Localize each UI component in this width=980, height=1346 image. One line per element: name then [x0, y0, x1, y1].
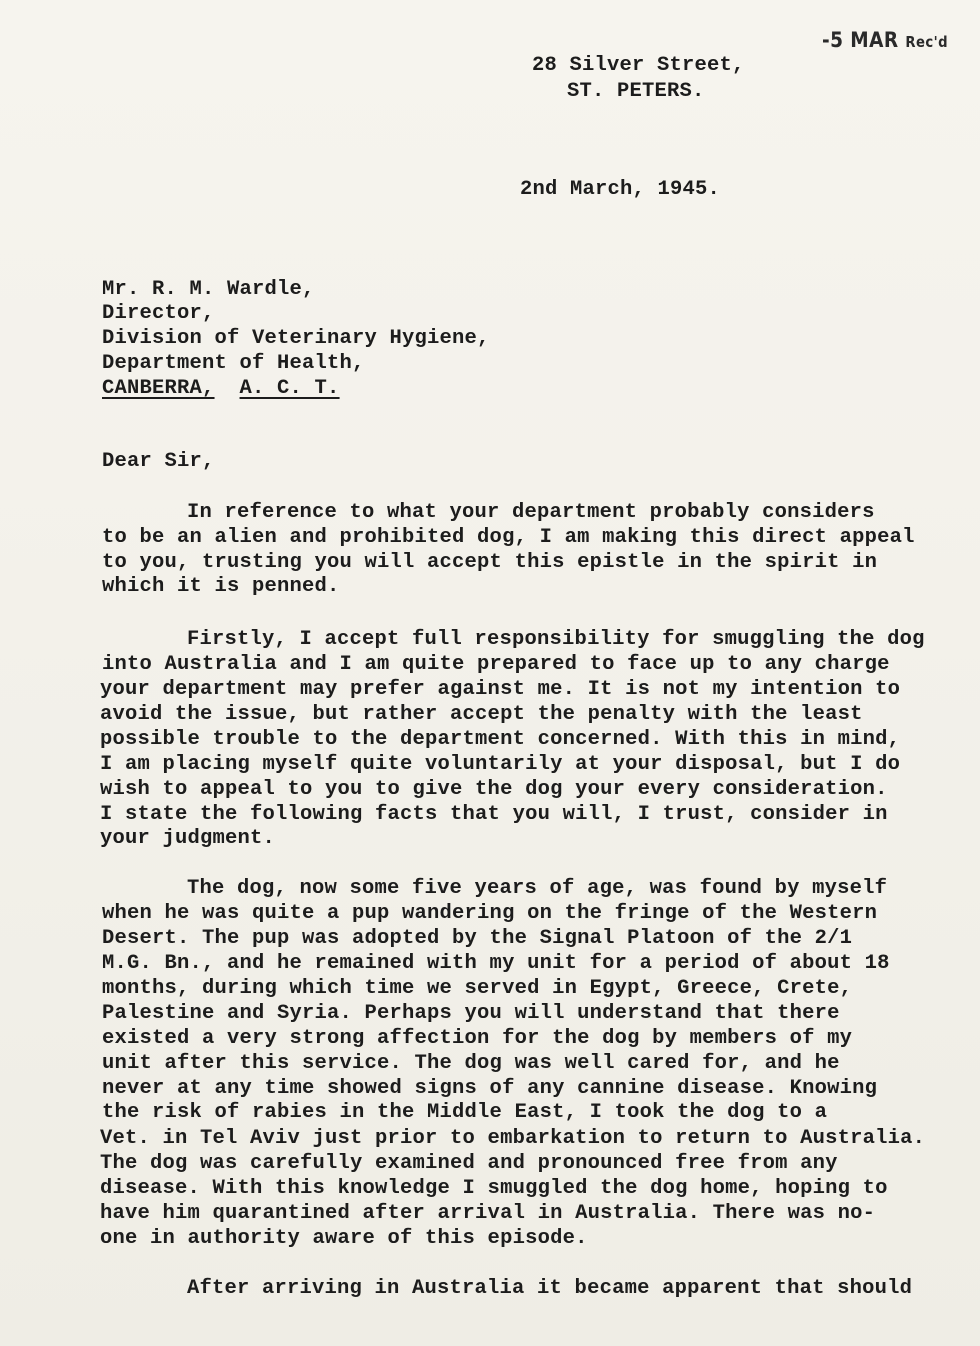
paragraph-line: existed a very strong affection for the dog by members of my: [102, 1027, 853, 1050]
paragraph-line: your department may prefer against me. It is not my intention to: [100, 678, 901, 701]
paragraph-line: Firstly, I accept full responsibility for smuggling the dog: [187, 628, 925, 651]
paragraph-line: unit after this service. The dog was well cared for, and he: [102, 1052, 840, 1075]
paragraph-line: one in authority aware of this episode.: [100, 1227, 588, 1250]
paragraph-line: The dog was carefully examined and pronounced free from any: [100, 1152, 838, 1175]
recipient-department: Department of Health,: [102, 352, 365, 375]
paragraph-line: The dog, now some five years of age, was found by myself: [187, 877, 888, 900]
paragraph-line: wish to appeal to you to give the dog your every consideration.: [100, 778, 888, 801]
received-stamp: [822, 28, 948, 52]
paragraph-line: In reference to what your department probably considers: [187, 501, 875, 524]
paragraph-line: Desert. The pup was adopted by the Signal Platoon of the 2/1: [102, 927, 853, 950]
sender-address-line-1: 28 Silver Street,: [532, 54, 745, 77]
paragraph-line: avoid the issue, but rather accept the penalty with the least: [100, 703, 863, 726]
letter-date: 2nd March, 1945.: [520, 178, 721, 201]
recipient-title: Director,: [102, 302, 215, 325]
paragraph-line: I am placing myself quite voluntarily at your disposal, but I do: [100, 753, 901, 776]
sender-address-line-2: ST. PETERS.: [567, 80, 705, 103]
salutation: Dear Sir,: [102, 450, 215, 473]
paragraph-line: the risk of rabies in the Middle East, I took the dog to a: [102, 1101, 828, 1124]
paragraph-line: M.G. Bn., and he remained with my unit for a period of about 18: [102, 952, 890, 975]
paragraph-line: never at any time showed signs of any cannine disease. Knowing: [102, 1077, 878, 1100]
recipient-division: Division of Veterinary Hygiene,: [102, 327, 490, 350]
recipient-city: CANBERRA,: [102, 377, 215, 400]
paragraph-line: Vet. in Tel Aviv just prior to embarkation to return to Australia.: [100, 1127, 926, 1150]
paragraph-line: into Australia and I am quite prepared to face up to any charge: [102, 653, 890, 676]
recipient-location: [102, 379, 340, 400]
paragraph-line: I state the following facts that you will, I trust, consider in: [100, 803, 888, 826]
stamp-note: Rec'd: [905, 33, 949, 51]
paragraph-line: to be an alien and prohibited dog, I am making this direct appeal: [102, 526, 915, 549]
paragraph-line: disease. With this knowledge I smuggled the dog home, hoping to: [100, 1177, 888, 1200]
paragraph-line: After arriving in Australia it became apparent that should: [187, 1277, 913, 1300]
stamp-date: -5 MAR: [822, 28, 899, 52]
paragraph-line: have him quarantined after arrival in Australia. There was no-: [100, 1202, 876, 1225]
recipient-name: Mr. R. M. Wardle,: [102, 278, 315, 301]
paragraph-line: Palestine and Syria. Perhaps you will understand that there: [102, 1002, 840, 1025]
paragraph-line: months, during which time we served in Egypt, Greece, Crete,: [102, 977, 853, 1000]
recipient-territory: A. C. T.: [239, 377, 340, 400]
paragraph-line: when he was quite a pup wandering on the fringe of the Western: [102, 902, 878, 925]
paragraph-line: which it is penned.: [102, 575, 340, 598]
paragraph-line: possible trouble to the department concerned. With this in mind,: [100, 728, 901, 751]
paragraph-line: your judgment.: [100, 827, 276, 850]
paragraph-line: to you, trusting you will accept this epistle in the spirit in: [102, 551, 878, 574]
